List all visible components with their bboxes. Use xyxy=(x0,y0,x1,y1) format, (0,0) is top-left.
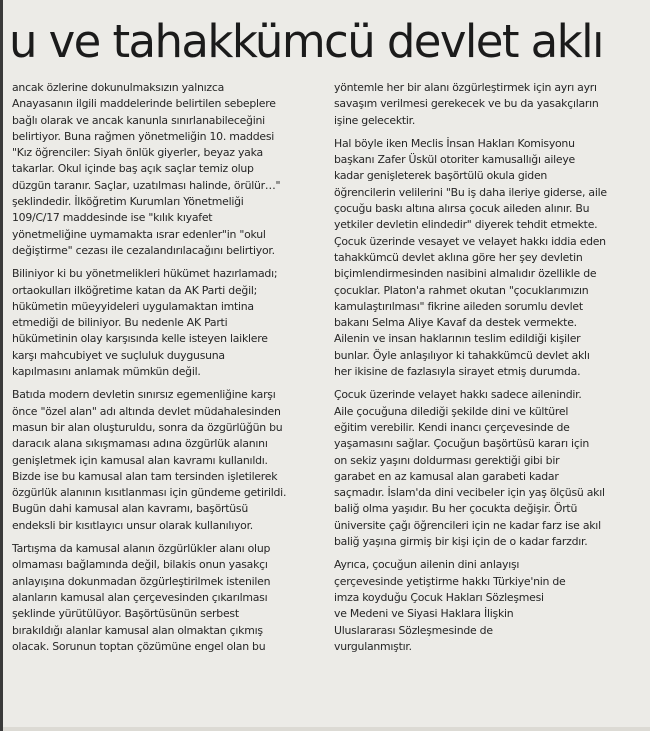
article-paragraph xyxy=(334,80,640,129)
text-line: bakanı Selma Aliye Kavaf da destek vermekte. xyxy=(334,316,577,330)
text-line: "Kız öğrenciler: Siyah önlük giyerler, beyaz yaka xyxy=(12,146,263,160)
text-line: baliğ yaşına girmiş bir kişi için de o kadar farzdır. xyxy=(334,535,588,549)
text-line: Çocuk üzerinde vesayet ve velayet hakkı iddia eden xyxy=(334,234,606,248)
text-line: vurgulanmıştır. xyxy=(334,639,412,653)
text-line: özgürlük alanının kısıtlanması için gündeme getirildi. xyxy=(12,486,287,500)
text-line: olmaması bağlamında değil, bilakis onun yasakçı xyxy=(12,558,268,572)
text-line: bırakıldığı alanlar kamusal alan olmaktan çıkmış xyxy=(12,623,263,637)
text-line: bunlar. Öyle anlaşılıyor ki tahakkümcü devlet aklı xyxy=(334,348,590,362)
bottom-edge xyxy=(3,727,650,731)
text-line: Bugün dahi kamusal alan kavramı, başörtüsü xyxy=(12,502,248,516)
text-line: anlayışına dokunmadan özgürleştirilmek istenilen xyxy=(12,574,271,588)
text-line: yaşamasını sağlar. Çocuğun başörtüsü kararı için xyxy=(334,437,589,451)
text-line: imza koyduğu Çocuk Hakları Sözleşmesi xyxy=(334,590,544,604)
text-line: çerçevesinde yetiştirme hakkı Türkiye'nin de xyxy=(334,574,566,588)
text-line: genişletmek için kamusal alan kavramı kullanıldı. xyxy=(12,453,268,467)
text-line: ve Medeni ve Siyasi Haklara İlişkin xyxy=(334,607,514,621)
text-line: yönetmeliğine uymamakta ısrar edenler"in "okul xyxy=(12,227,266,241)
text-line: garabet en az kamusal alan garabeti kadar xyxy=(334,469,559,483)
headline: u ve tahakkümcü devlet aklı xyxy=(9,15,603,68)
left-column xyxy=(12,80,314,662)
text-line: endeksli bir kısıtlayıcı unsur olarak kullanılıyor. xyxy=(12,518,254,532)
text-line: takarlar. Okul içinde baş açık saçlar temiz olup xyxy=(12,162,254,176)
text-line: Hal böyle iken Meclis İnsan Hakları Komisyonu xyxy=(334,136,575,150)
text-line: her ikisine de fazlasıyla sirayet etmiş durumda. xyxy=(334,365,581,379)
text-line: ortaokulları ilköğretime katan da AK Parti değil; xyxy=(12,283,258,297)
text-line: şeklindedir. İlköğretim Kurumları Yönetmeliği xyxy=(12,195,244,209)
text-line: alanların kamusal alan çerçevesinden çıkarılması xyxy=(12,590,268,604)
text-line: önce "özel alan" adı altında devlet müdahalesinden xyxy=(12,404,281,418)
text-line: başkanı Zafer Üskül otoriter kamusallığı aileye xyxy=(334,153,576,167)
article-paragraph xyxy=(334,136,640,380)
text-line: olacak. Sorunun toptan çözümüne engel olan bu xyxy=(12,639,266,653)
article-paragraph xyxy=(334,557,640,655)
text-line: Ailenin ve insan haklarının teslim edildiği kişiler xyxy=(334,332,581,346)
article-paragraph xyxy=(12,387,314,534)
article-paragraph xyxy=(12,541,314,655)
text-line: Anayasanın ilgili maddelerinde belirtilen sebeplere xyxy=(12,97,276,111)
text-line: kadar genişleterek başörtülü okula giden xyxy=(334,169,548,183)
text-line: üniversite çağı öğrencileri için ne kadar farz ise akıl xyxy=(334,518,601,532)
text-line: çocuğu baskı altına alırsa çocuk aileden alınır. Bu xyxy=(334,202,590,216)
text-line: on sekiz yaşını doldurması gerektiği gibi bir xyxy=(334,453,560,467)
text-line: Ayrıca, çocuğun ailenin dini anlayışı xyxy=(334,558,520,572)
text-line: hükümetinin olay karşısında kelle isteyen laiklere xyxy=(12,332,268,346)
right-column xyxy=(334,80,640,662)
text-line: masun bir alan oluşturuldu, sonra da özgürlüğün bu xyxy=(12,420,283,434)
article-paragraph xyxy=(12,80,314,259)
text-line: belirtiyor. Buna rağmen yönetmeliğin 10. maddesi xyxy=(12,129,275,143)
article-paragraph xyxy=(12,266,314,380)
text-line: tahakkümcü devlet aklına göre her şey devletin xyxy=(334,250,583,264)
text-line: Aile çocuğuna dilediği şekilde dini ve kültürel xyxy=(334,404,569,418)
text-line: Biliniyor ki bu yönetmelikleri hükümet hazırlamadı; xyxy=(12,267,278,281)
article-paragraph xyxy=(334,387,640,550)
text-line: işine gelecektir. xyxy=(334,113,416,127)
text-line: Çocuk üzerinde velayet hakkı sadece ailenindir. xyxy=(334,388,582,402)
text-line: biçimlendirmesinden nasibini almalıdır özellikle de xyxy=(334,267,597,281)
text-line: Bizde ise bu kamusal alan tam tersinden işletilerek xyxy=(12,469,278,483)
text-line: Batıda modern devletin sınırsız egemenliğine karşı xyxy=(12,388,276,402)
text-line: eğitim verebilir. Kendi inancı çerçevesinde de xyxy=(334,420,570,434)
text-line: ancak özlerine dokunulmaksızın yalnızca xyxy=(12,81,225,94)
text-line: çocuklar. Platon'a rahmet okutan "çocuklarımızın xyxy=(334,283,589,297)
text-line: yetkiler devletin elindedir" diyerek tehdit etmekte. xyxy=(334,218,598,232)
text-line: şeklinde yürütülüyor. Başörtüsünün serbest xyxy=(12,607,239,621)
text-line: daracık alana sıkışmaması adına özgürlük alanını xyxy=(12,437,268,451)
text-line: düzgün taranır. Saçlar, uzatılması halinde, örülür…" xyxy=(12,178,281,192)
text-line: yöntemle her bir alanı özgürleştirmek için ayrı ayrı xyxy=(334,81,597,94)
text-line: değiştirme" cezası ile cezalandırılacağını belirtiyor. xyxy=(12,243,275,257)
text-line: 109/C/17 maddesinde ise "kılık kıyafet xyxy=(12,211,213,225)
text-line: baliğ olma yaşıdır. Bu her çocukta değişir. Örtü xyxy=(334,502,578,516)
text-line: kamulaştırılması" fikrine aileden sorumlu devlet xyxy=(334,299,583,313)
text-line: hükümetin müeyyideleri uygulamaktan imtina xyxy=(12,299,254,313)
text-line: etmediği de biliniyor. Bu nedenle AK Parti xyxy=(12,316,228,330)
text-line: savaşım verilmesi gerekecek ve bu da yasakçıların xyxy=(334,97,599,111)
text-line: bağlı olarak ve ancak kanunla sınırlanabileceğini xyxy=(12,113,265,127)
text-line: kapılmasını anlamak mümkün değil. xyxy=(12,365,201,379)
text-line: Tartışma da kamusal alanın özgürlükler alanı olup xyxy=(12,542,271,556)
text-line: öğrencilerin velilerini "Bu iş daha ileriye giderse, aile xyxy=(334,185,607,199)
text-line: karşı mahcubiyet ve suçluluk duygusuna xyxy=(12,348,225,362)
text-line: Uluslararası Sözleşmesinde de xyxy=(334,623,493,637)
text-line: saçmadır. İslam'da dini vecibeler için yaş ölçüsü akıl xyxy=(334,486,605,500)
